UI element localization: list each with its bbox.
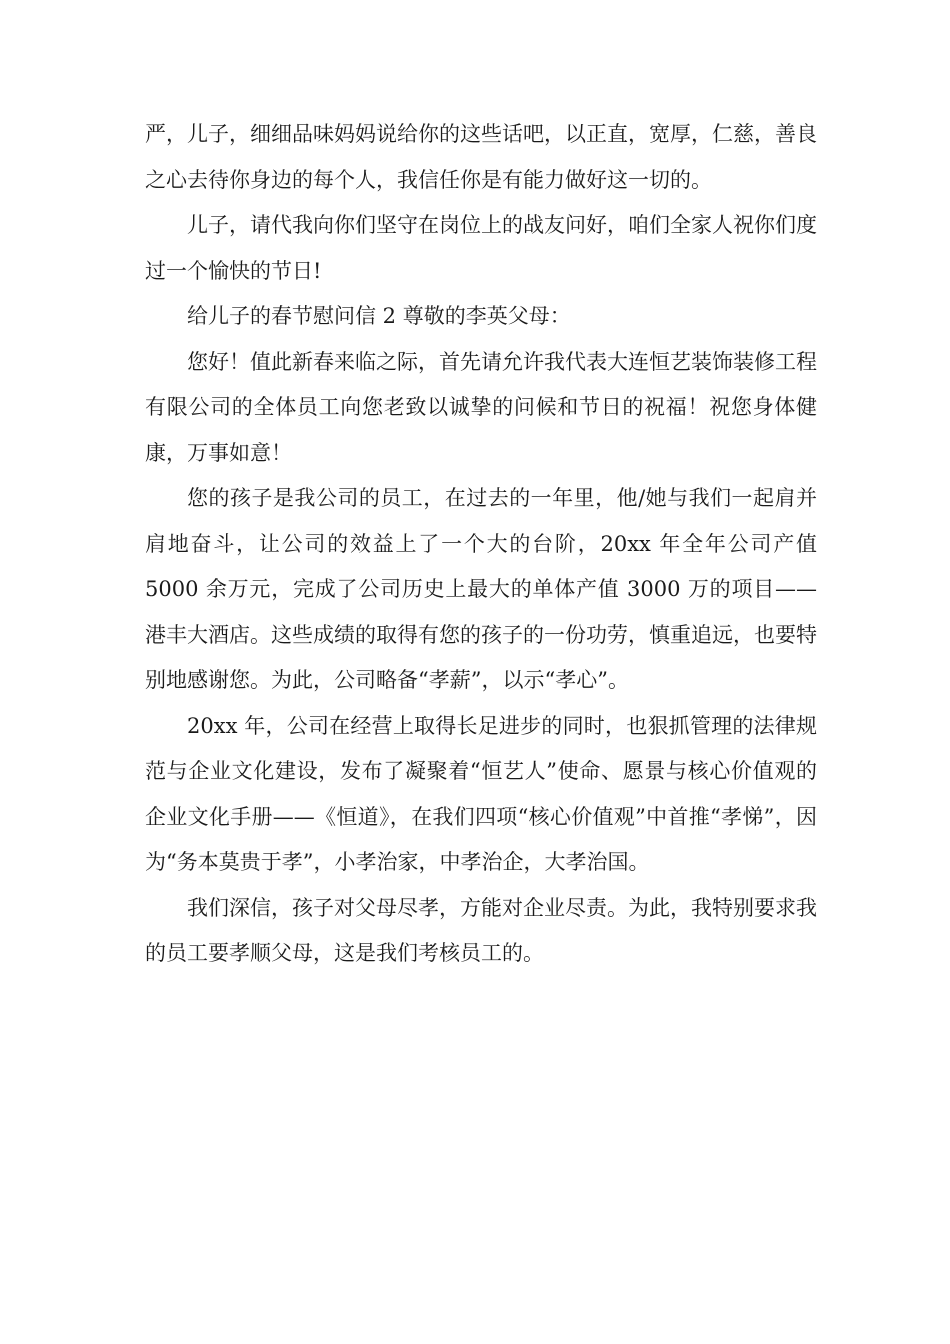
paragraph-1: 严，儿子，细细品味妈妈说给你的这些话吧，以正直，宽厚，仁慈，善良之心去待你身边的每个人，我信任你是有能力做好这一切的。	[145, 122, 817, 192]
paragraph-6: 20xx 年，公司在经营上取得长足进步的同时，也狠抓管理的法律规范与企业文化建设，发布了凝聚着“恒艺人”使命、愿景与核心价值观的企业文化手册——《恒道》，在我们四项“核心价值观”中首推“孝悌”，因为“务本莫贵于孝”，小孝治家，中孝治企，大孝治国。	[145, 713, 817, 874]
paragraph-7: 我们深信，孩子对父母尽孝，方能对企业尽责。为此，我特别要求我的员工要孝顺父母，这是我们考核员工的。	[145, 895, 817, 965]
paragraph-3-heading: 给儿子的春节慰问信 2 尊敬的李英父母：	[187, 304, 571, 328]
paragraph-5: 您的孩子是我公司的员工，在过去的一年里，他/她与我们一起肩并肩地奋斗，让公司的效益上了一个大的台阶，20xx 年全年公司产值 5000 余万元，完成了公司历史上最大的单体产值 3000 万的项目——港丰大酒店。这些成绩的取得有您的孩子的一份功劳，慎重追远，也要特别地感谢您。为此，公司略备“孝薪”，以示“孝心”。	[145, 486, 817, 692]
paragraph-2: 儿子，请代我向你们坚守在岗位上的战友问好，咱们全家人祝你们度过一个愉快的节日!	[145, 213, 817, 283]
letter-body	[145, 112, 817, 977]
paragraph-4: 您好！值此新春来临之际，首先请允许我代表大连恒艺装饰装修工程有限公司的全体员工向您老致以诚挚的问候和节日的祝福！祝您身体健康，万事如意！	[145, 349, 817, 465]
